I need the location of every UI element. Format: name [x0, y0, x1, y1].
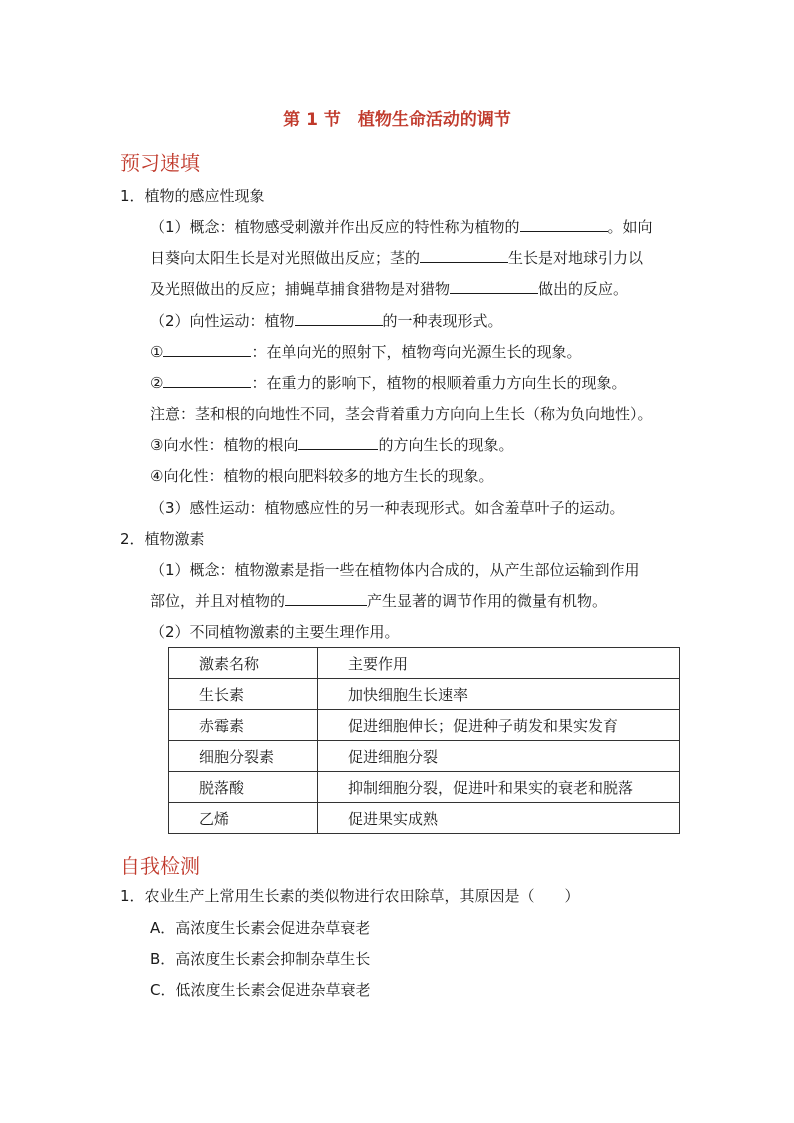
table-cell: 促进果实成熟 [318, 803, 680, 834]
table-header-cell: 激素名称 [169, 648, 318, 679]
phototropism-prefix: ① [150, 343, 164, 361]
hormone-concept-text-c: 产生显著的调节作用的微量有机物。 [367, 592, 608, 610]
hormone-concept-line2 [150, 591, 607, 611]
item2-label: 2．植物激素 [120, 530, 205, 548]
concept-text-c: 日葵向太阳生长是对光照做出反应；茎的 [150, 249, 421, 267]
phototropism-text: ：在单向光的照射下，植物弯向光源生长的现象。 [251, 343, 582, 361]
page-title: 第 1 节 植物生命活动的调节 [283, 110, 511, 130]
concept-line1 [150, 217, 653, 237]
table-intro: （2）不同植物激素的主要生理作用。 [150, 623, 400, 641]
nastic-line: （3）感性运动：植物感应性的另一种表现形式。如含羞草叶子的运动。 [150, 499, 625, 517]
table-cell: 加快细胞生长速率 [318, 679, 680, 710]
geotropism-text: ：在重力的影响下，植物的根顺着重力方向生长的现象。 [251, 374, 627, 392]
question-1-stem: 1．农业生产上常用生长素的类似物进行农田除草，其原因是（ ） [120, 887, 580, 905]
table-row [169, 741, 680, 772]
blank-4[interactable] [295, 311, 383, 326]
section-heading-preview: 预习速填 [120, 151, 200, 175]
concept-line3 [150, 279, 628, 299]
table-cell: 赤霉素 [169, 710, 318, 741]
table-cell: 抑制细胞分裂，促进叶和果实的衰老和脱落 [318, 772, 680, 803]
chemotropism-line: ④向化性：植物的根向肥料较多的地方生长的现象。 [150, 467, 494, 485]
table-header-row [169, 648, 680, 679]
concept-text-a: （1）概念：植物感受刺激并作出反应的特性称为植物的 [150, 218, 520, 236]
question-1-option-b[interactable]: B．高浓度生长素会抑制杂草生长 [150, 950, 371, 968]
hormone-concept-text-b: 部位，并且对植物的 [150, 592, 286, 610]
table-cell: 促进细胞分裂 [318, 741, 680, 772]
table-cell: 生长素 [169, 679, 318, 710]
question-1-option-a[interactable]: A．高浓度生长素会促进杂草衰老 [150, 919, 371, 937]
hydrotropism-text-a: ③向水性：植物的根向 [150, 436, 299, 454]
blank-3[interactable] [450, 279, 538, 294]
concept-text-f: 做出的反应。 [538, 280, 629, 298]
table-row [169, 679, 680, 710]
concept-text-e: 及光照做出的反应；捕蝇草捕食猎物是对猎物 [150, 280, 451, 298]
hydrotropism-line [150, 435, 513, 455]
table-header-cell: 主要作用 [318, 648, 680, 679]
tropism-text-b: 的一种表现形式。 [382, 312, 503, 330]
blank-6[interactable] [163, 373, 251, 388]
blank-8[interactable] [285, 591, 367, 606]
table-row [169, 772, 680, 803]
phototropism-line [150, 342, 581, 362]
note-line: 注意：茎和根的向地性不同，茎会背着重力方向向上生长（称为负向地性）。 [150, 405, 653, 423]
concept-line2 [150, 248, 643, 268]
hydrotropism-text-b: 的方向生长的现象。 [378, 436, 514, 454]
table-cell: 促进细胞伸长；促进种子萌发和果实发育 [318, 710, 680, 741]
table-cell: 脱落酸 [169, 772, 318, 803]
geotropism-prefix: ② [150, 374, 164, 392]
concept-text-b: 。如向 [607, 218, 653, 236]
hormone-table [168, 647, 680, 834]
tropism-line [150, 311, 503, 331]
item1-label: 1．植物的感应性现象 [120, 187, 265, 205]
concept-text-d: 生长是对地球引力以 [508, 249, 644, 267]
tropism-text-a: （2）向性运动：植物 [150, 312, 295, 330]
question-1-option-c[interactable]: C．低浓度生长素会促进杂草衰老 [150, 981, 371, 999]
hormone-concept-line1: （1）概念：植物激素是指一些在植物体内合成的，从产生部位运输到作用 [150, 561, 640, 579]
blank-1[interactable] [520, 217, 608, 232]
table-cell: 乙烯 [169, 803, 318, 834]
blank-2[interactable] [420, 248, 508, 263]
table-row [169, 803, 680, 834]
section-heading-selftest: 自我检测 [120, 854, 200, 878]
table-cell: 细胞分裂素 [169, 741, 318, 772]
geotropism-line [150, 373, 626, 393]
table-row [169, 710, 680, 741]
blank-7[interactable] [298, 435, 378, 450]
blank-5[interactable] [163, 342, 251, 357]
